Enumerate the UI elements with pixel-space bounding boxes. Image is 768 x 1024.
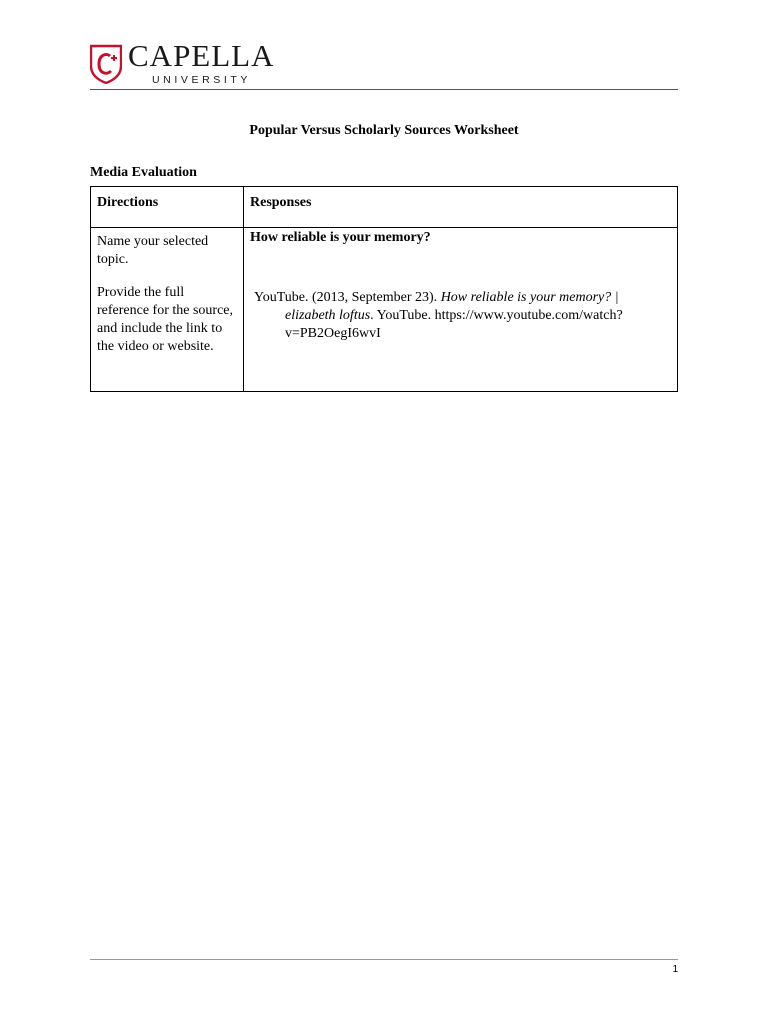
responses-cell (244, 228, 678, 392)
response-reference (254, 289, 671, 343)
direction-topic: Name your selected topic. (97, 234, 209, 267)
header-rule (90, 89, 678, 90)
directions-cell (91, 228, 244, 392)
column-header-responses: Responses (244, 187, 678, 228)
media-evaluation-table (90, 186, 678, 392)
table-row (91, 228, 678, 392)
response-topic: How reliable is your memory? (250, 230, 431, 245)
direction-reference: Provide the full reference for the source, and include the link to the video or website. (97, 285, 234, 354)
column-header-directions: Directions (91, 187, 244, 228)
page-number: 1 (672, 964, 678, 975)
document-title: Popular Versus Scholarly Sources Worksheet (249, 123, 519, 138)
table-header-row (91, 187, 678, 228)
reference-title: How reliable is your memory? | elizabeth loftus (285, 290, 619, 323)
capella-shield-icon (90, 44, 122, 84)
reference-source-link: . YouTube. https://www.youtube.com/watch?v=PB2OegI6wvI (285, 308, 623, 341)
footer-rule (90, 959, 678, 960)
section-heading: Media Evaluation (90, 165, 197, 180)
reference-author-date: YouTube. (2013, September 23). (254, 290, 441, 305)
brand-name: CAPELLA (128, 38, 275, 73)
brand-subtitle: UNIVERSITY (152, 74, 252, 86)
document-header (90, 40, 678, 91)
